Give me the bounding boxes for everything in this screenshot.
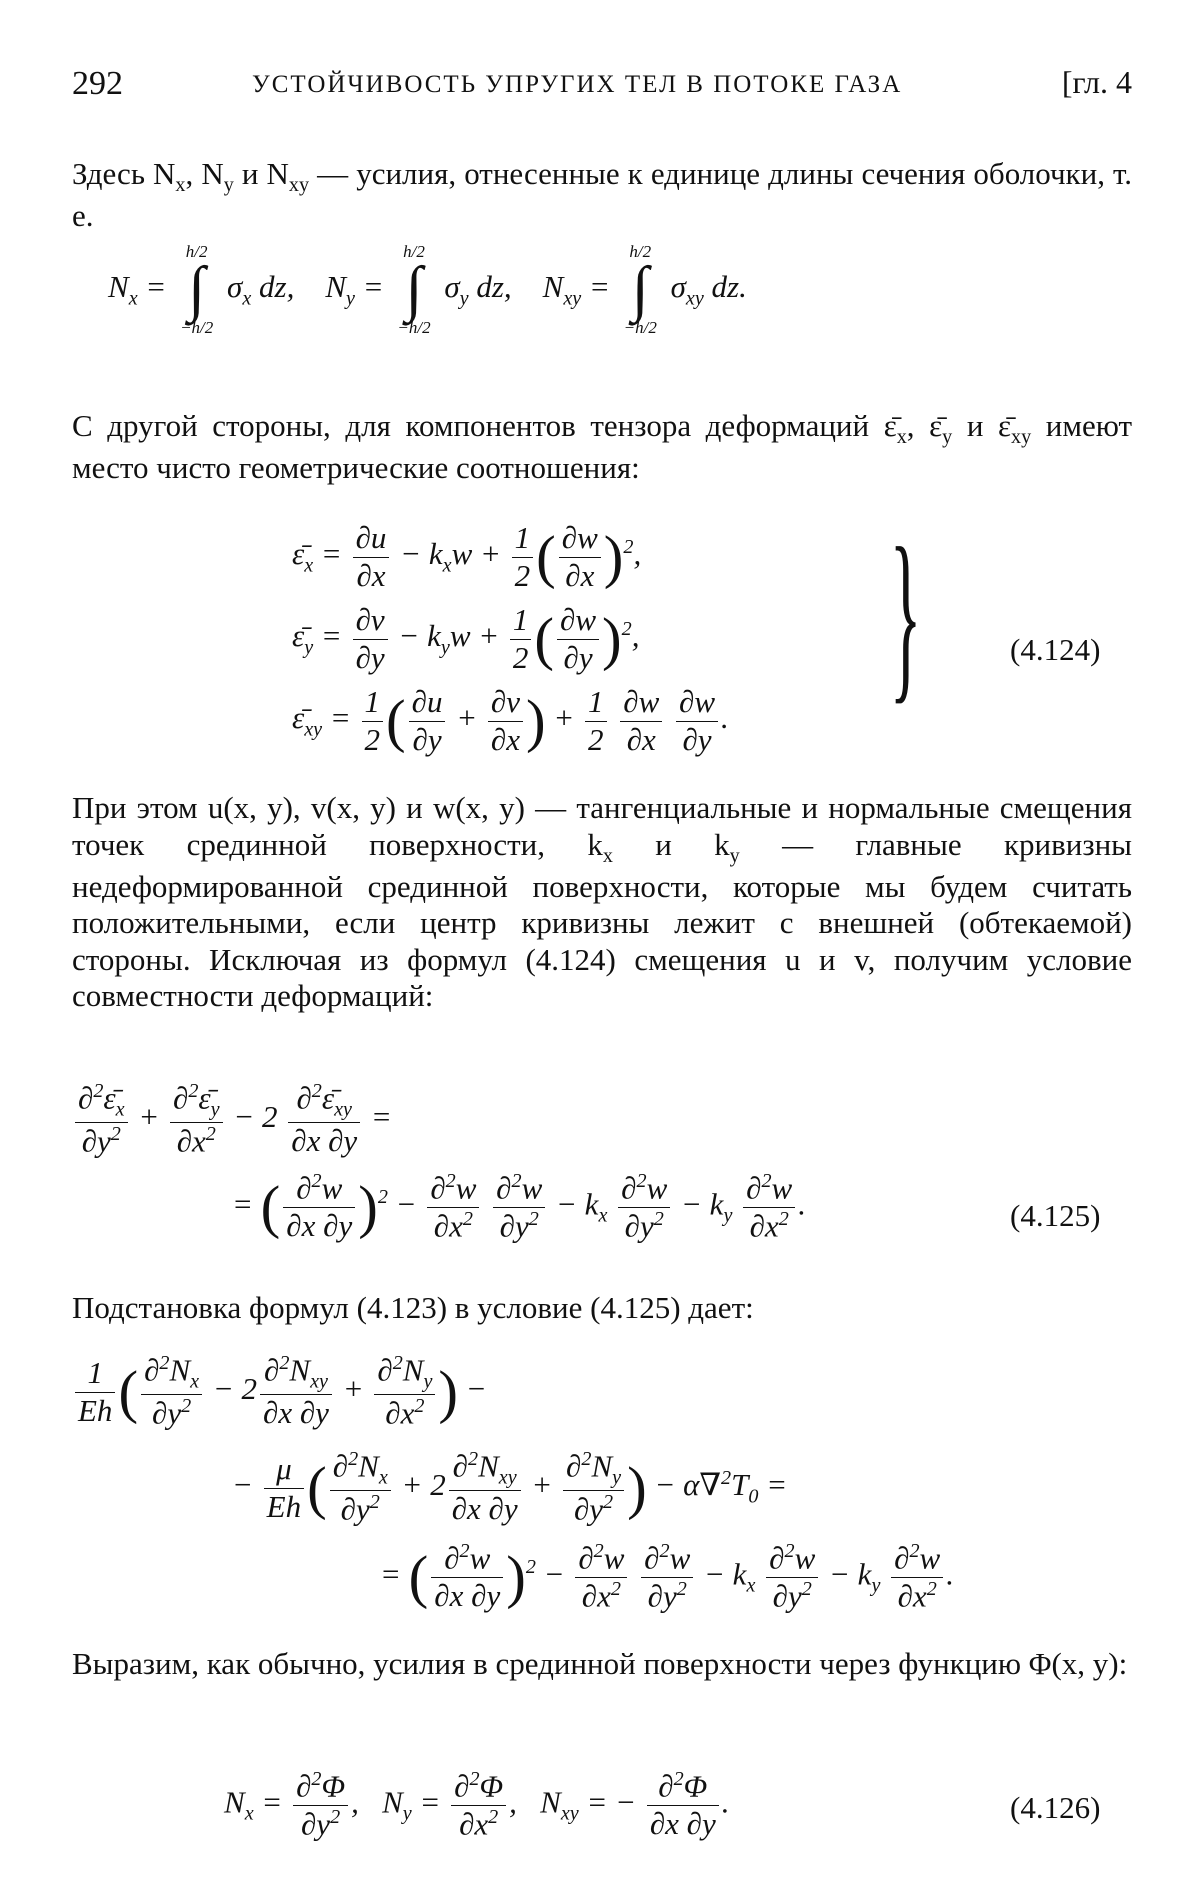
equation-brace: } <box>889 510 922 720</box>
equation-4-126: $N_x$ = $\frac{\partial^2\Phi}{\partial y^2}$ , $N_y$ = $\frac{\partial^2\Phi}{\partial x^2}$ , $N_{xy}$ = − $\frac{\partial^2\Phi}{\partial x \partial y}$ . <box>224 1768 730 1842</box>
equation-number-4-124: (4.124) <box>1010 632 1101 667</box>
paragraph-strains-text: С другой стороны, для компонентов тензора деформаций $\varepsilon̄_x$, $\varepsilon̄_y$ и $\varepsilon̄_{xy}$ имеют место чисто геометрические соотношения: <box>72 408 1132 485</box>
equation-substitution-line3: = ( $\frac{\partial^2w}{\partial x \partial y}$ )$^2$ − $\frac{\partial^2w}{\partial x^2}$ $\frac{\partial^2w}{\partial y^2}$ − $k_x$ $\frac{\partial^2w}{\partial y^2}$ − $k_y$ $\frac{\partial^2w}{\partial x^2}$ . <box>380 1540 954 1614</box>
page-number: 292 <box>72 65 123 102</box>
paragraph-intro-text: Здесь $N_x$, $N_y$ и $N_{xy}$ — усилия, отнесенные к единице длины сечения оболочки, т. е. <box>72 156 1132 233</box>
chapter-label: [гл. 4 <box>1061 64 1132 100</box>
paragraph-stress-function <box>72 1646 1132 1683</box>
paragraph-substitution <box>72 1290 1132 1327</box>
paragraph-substitution-text: Подстановка формул (4.123) в условие (4.125) дает: <box>72 1290 754 1325</box>
paragraph-displacements <box>72 790 1132 1015</box>
equation-4-125-line2: = ( $\frac{\partial^2w}{\partial x \partial y}$ )$^2$ − $\frac{\partial^2w}{\partial x^2}$ $\frac{\partial^2w}{\partial y^2}$ − $k_x$ $\frac{\partial^2w}{\partial y^2}$ − $k_y$ $\frac{\partial^2w}{\partial x^2}$ . <box>232 1170 806 1244</box>
paragraph-intro <box>72 156 1132 235</box>
formula-integrals: $N_x$ = h/2 ∫ −h/2 $\sigma_x$ dz, $N_y$ = h/2 ∫ −h/2 $\sigma_y$ dz, $N_{xy}$ = h/2 ∫ −h/2 $\sigma_{xy}$ dz. <box>108 242 747 337</box>
paragraph-strains <box>72 408 1132 487</box>
equation-4-124-line2: $\varepsilon̄_y$ = $\frac{\partial v}{\partial y}$ − $k_yw$ + $\frac{1}{2}$ ( $\frac{\partial w}{\partial y}$ )$^2$, <box>292 602 640 675</box>
equation-substitution-line1: $\frac{1}{Eh}$ ( $\frac{\partial^2N_x}{\partial y^2}$ − 2 $\frac{\partial^2N_{xy}}{\partial x \partial y}$ + $\frac{\partial^2N_y}{\partial x^2}$ ) − <box>72 1352 487 1432</box>
equation-4-125-line1: $\frac{\partial^2\varepsilon̄_x}{\partial y^2}$ + $\frac{\partial^2\varepsilon̄_y}{\partial x^2}$ − 2 $\frac{\partial^2\varepsilon̄_{xy}}{\partial x \partial y}$ = <box>72 1080 392 1160</box>
equation-number-4-126: (4.126) <box>1010 1790 1101 1825</box>
equation-substitution-line2: − $\frac{\mu}{Eh}$ ( $\frac{\partial^2N_x}{\partial y^2}$ + 2 $\frac{\partial^2N_{xy}}{\partial x \partial y}$ + $\frac{\partial^2N_y}{\partial y^2}$ ) − $\alpha\nabla^2T_0$ = <box>232 1448 788 1527</box>
running-title: УСТОЙЧИВОСТЬ УПРУГИХ ТЕЛ В ПОТОКЕ ГАЗА <box>252 71 903 98</box>
equation-number-4-125: (4.125) <box>1010 1198 1101 1233</box>
paragraph-displacements-text: При этом u(x, y), v(x, y) и w(x, y) — тангенциальные и нормальные смещения точек срединной поверхности, $k_x$ и $k_y$ — главные кривизны недеформированной срединной поверхности, которые мы будем считать положительными, если центр кривизны лежит с внешней (обтекаемой) стороны. Исключая из формул (4.124) смещения u и v, получим условие совместности деформаций: <box>72 790 1132 1014</box>
equation-4-124-line3: $\varepsilon̄_{xy}$ = $\frac{1}{2}$ ( $\frac{\partial u}{\partial y}$ + $\frac{\partial v}{\partial x}$ ) + $\frac{1}{2}$ $\frac{\partial w}{\partial x}$ $\frac{\partial w}{\partial y}$ . <box>292 684 729 757</box>
paragraph-stress-function-text: Выразим, как обычно, усилия в срединной поверхности через функцию Φ(x, y): <box>72 1646 1128 1681</box>
page-header <box>72 64 1132 114</box>
equation-4-124-line1: $\varepsilon̄_x$ = $\frac{\partial u}{\partial x}$ − $k_xw$ + $\frac{1}{2}$ ( $\frac{\partial w}{\partial x}$ )$^2$, <box>292 520 642 593</box>
